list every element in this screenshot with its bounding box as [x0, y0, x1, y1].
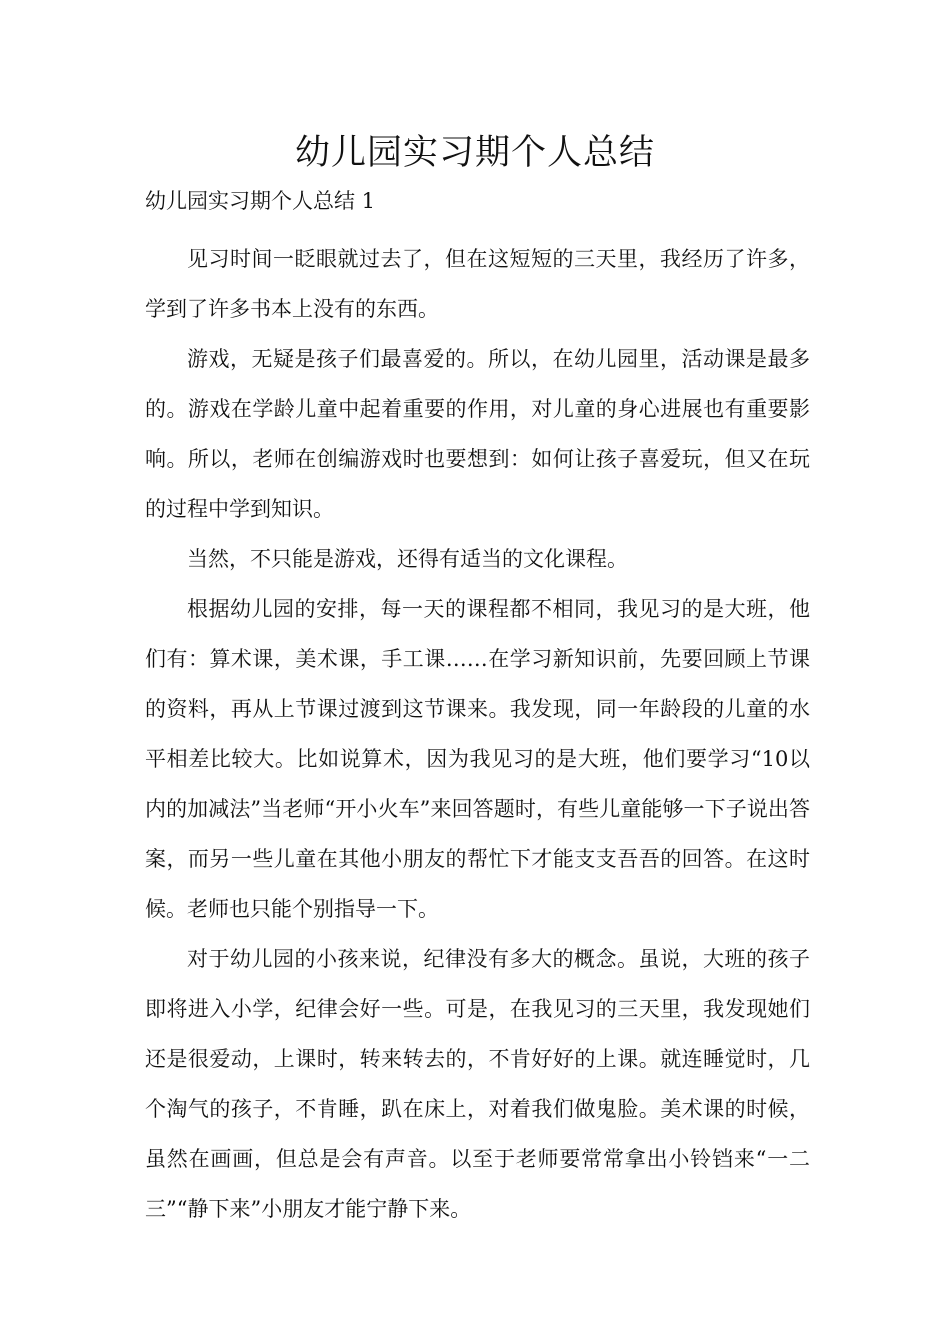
- paragraph-2: 游戏，无疑是孩子们最喜爱的。所以，在幼儿园里，活动课是最多的。游戏在学龄儿童中起着重要的作用，对儿童的身心进展也有重要影响。所以，老师在创编游戏时也要想到：如何让孩子喜爱玩，但又在玩的过程中学到知识。: [145, 347, 810, 521]
- paragraph-3: 当然，不只能是游戏，还得有适当的文化课程。: [187, 547, 628, 571]
- paragraph-5: 对于幼儿园的小孩来说，纪律没有多大的概念。虽说，大班的孩子即将进入小学，纪律会好一些。可是，在我见习的三天里，我发现她们还是很爱动，上课时，转来转去的，不肯好好的上课。就连睡觉时，几个淘气的孩子，不肯睡，趴在床上，对着我们做鬼脸。美术课的时候，虽然在画画，但总是会有声音。以至于老师要常常拿出小铃铛来“一二三”“静下来”小朋友才能宁静下来。: [145, 947, 810, 1221]
- paragraph-4: 根据幼儿园的安排，每一天的课程都不相同，我见习的是大班，他们有：算术课，美术课，手工课……在学习新知识前，先要回顾上节课的资料，再从上节课过渡到这节课来。我发现，同一年龄段的儿童的水平相差比较大。比如说算术，因为我见习的是大班，他们要学习“10以内的加减法”当老师“开小火车”来回答题时，有些儿童能够一下子说出答案，而另一些儿童在其他小朋友的帮忙下才能支支吾吾的回答。在这时候。老师也只能个别指导一下。: [145, 597, 810, 921]
- document-body: [145, 234, 810, 1234]
- paragraph-1: 见习时间一眨眼就过去了，但在这短短的三天里，我经历了许多，学到了许多书本上没有的东西。: [145, 247, 810, 321]
- section-heading: 幼儿园实习期个人总结 1: [145, 189, 376, 213]
- document-title: 幼儿园实习期个人总结: [294, 133, 655, 173]
